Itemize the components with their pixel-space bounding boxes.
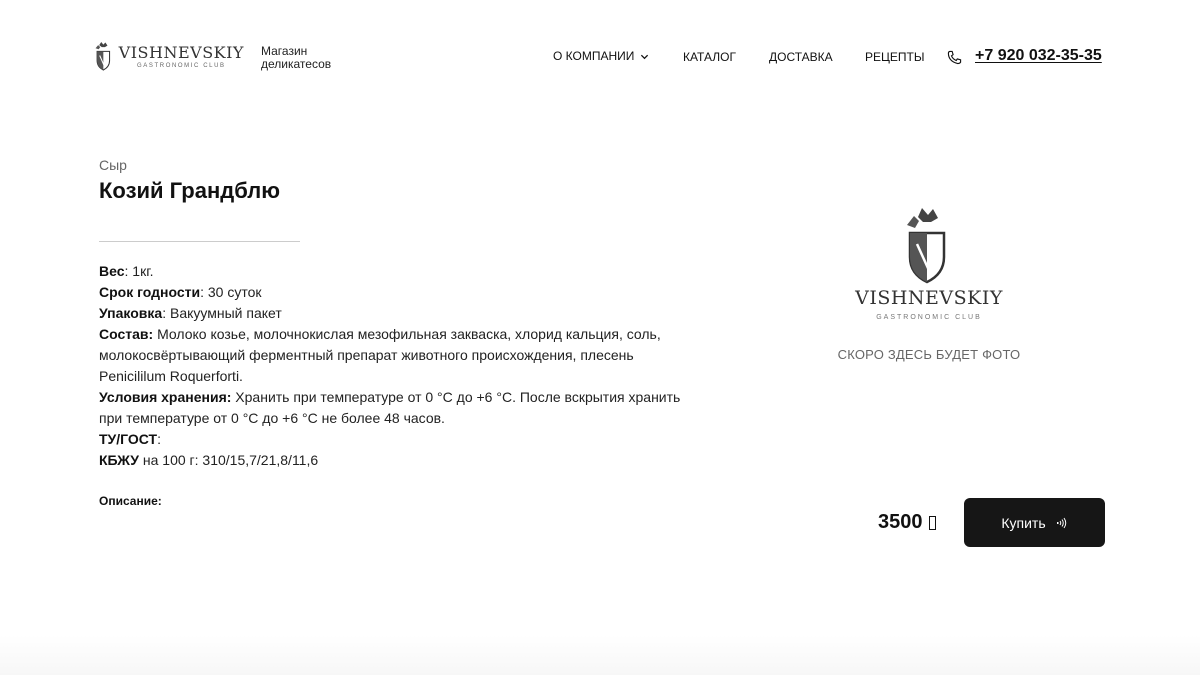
placeholder-logo-subtitle: GASTRONOMIC CLUB — [876, 314, 982, 321]
knight-shield-logo-icon — [94, 27, 113, 85]
prop-kbju — [99, 450, 699, 471]
product-category[interactable]: Сыр — [99, 157, 127, 173]
prop-weight-value: : 1кг. — [124, 263, 154, 279]
prop-shelf-life — [99, 282, 699, 303]
product-title: Козий Грандблю — [99, 178, 281, 203]
product-price — [878, 511, 936, 534]
prop-weight-label: Вес — [99, 263, 125, 279]
main-nav — [553, 49, 649, 63]
footer-band — [0, 635, 1200, 675]
prop-pack-value: : Вакуумный пакет — [162, 305, 282, 321]
sound-icon — [1056, 517, 1068, 529]
buy-button[interactable] — [964, 498, 1105, 547]
prop-storage — [99, 387, 699, 429]
prop-gost-value: : — [157, 431, 161, 447]
prop-storage-label: Условия хранения: — [99, 389, 232, 405]
nav-item-company[interactable] — [553, 49, 649, 63]
logo-subtitle: GASTRONOMIC CLUB — [137, 63, 226, 69]
prop-shelf-value: : 30 суток — [200, 284, 262, 300]
prop-pack-label: Упаковка — [99, 305, 163, 321]
phone-icon — [947, 50, 962, 65]
buy-button-label: Купить — [1001, 514, 1046, 531]
product-properties — [99, 261, 699, 471]
nav-item-recipes[interactable]: РЕЦЕПТЫ — [865, 50, 925, 64]
ruble-icon — [929, 516, 936, 530]
prop-gost-label: ТУ/ГОСТ — [99, 431, 158, 447]
nav-company-label: О КОМПАНИИ — [553, 49, 635, 63]
prop-packaging — [99, 303, 699, 324]
prop-composition-value: Молоко козье, молочнокислая мезофильная закваска, хлорид кальция, соль, молокосвёртывающий ферментный препарат животного происхождения, плесень Penicililum Roquerforti. — [99, 326, 661, 384]
prop-shelf-label: Срок годности — [99, 284, 201, 300]
logo-name: VISHNEVSKIY — [118, 43, 244, 62]
prop-kbju-label: КБЖУ — [99, 452, 139, 468]
site-logo[interactable] — [94, 26, 244, 86]
nav-item-delivery[interactable]: ДОСТАВКА — [769, 50, 833, 64]
prop-storage-value: Хранить при температуре от 0 °С до +6 °С. После вскрытия хранить при температуре от 0 °С до +6 °С не более 48 часов. — [99, 389, 681, 426]
chevron-down-icon — [640, 52, 649, 61]
photo-coming-soon-text: СКОРО ЗДЕСЬ БУДЕТ ФОТО — [837, 347, 1021, 362]
prop-gost — [99, 429, 699, 450]
nav-item-catalog[interactable]: КАТАЛОГ — [683, 50, 736, 64]
store-tagline: Магазин деликатесов — [261, 44, 332, 71]
description-label: Описание: — [99, 494, 162, 508]
prop-weight — [99, 261, 699, 282]
knight-shield-logo-icon — [902, 205, 952, 285]
price-value: 3500 — [878, 511, 923, 533]
prop-composition-label: Состав: — [99, 326, 154, 342]
placeholder-logo-name: VISHNEVSKIY — [855, 287, 1003, 309]
title-divider — [99, 241, 300, 242]
product-photo-placeholder — [828, 205, 1030, 370]
phone-link[interactable]: +7 920 032-35-35 — [975, 47, 1102, 64]
prop-kbju-value: на 100 г: 310/15,7/21,8/11,6 — [138, 452, 319, 468]
prop-composition — [99, 324, 699, 387]
site-header — [0, 0, 1200, 115]
